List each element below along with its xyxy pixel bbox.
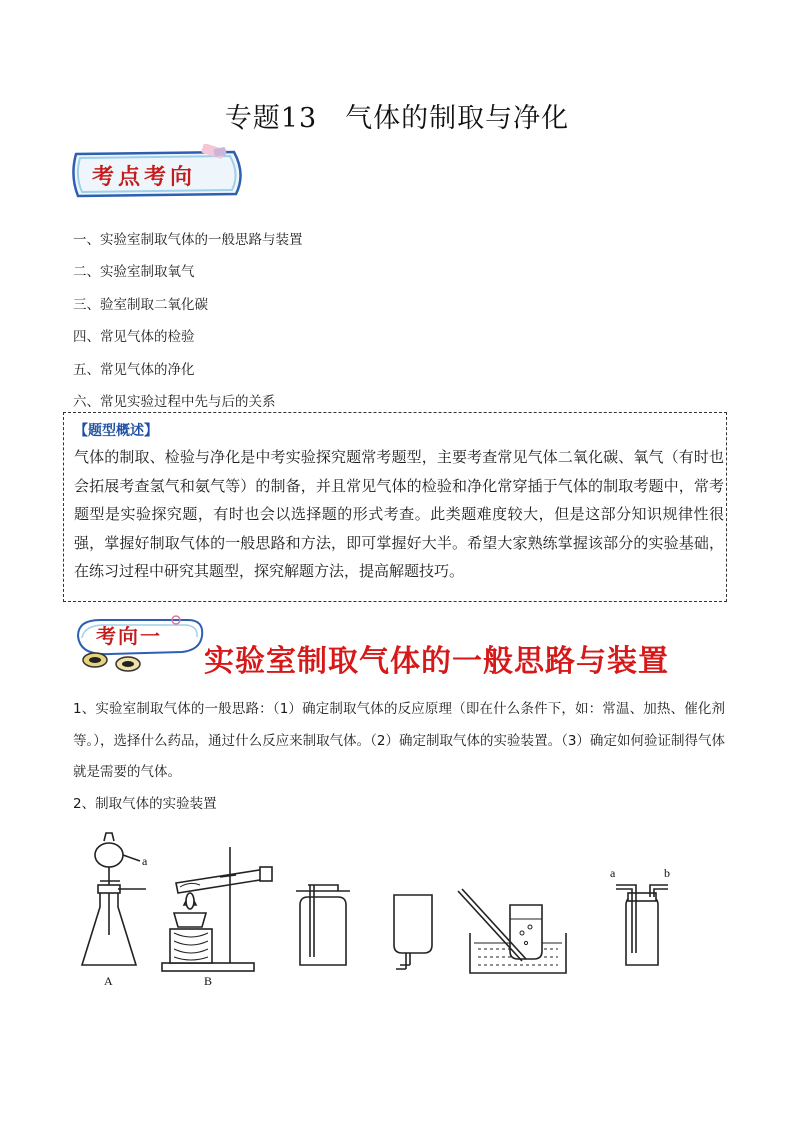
label-a-funnel: a (142, 854, 148, 868)
label-b-bottle: b (664, 866, 670, 880)
label-a-bottle: a (610, 866, 616, 880)
section-heading: 实验室制取气体的一般思路与装置 (204, 644, 669, 679)
page-title: 专题13 气体的制取与净化 (224, 103, 570, 134)
apparatus-b-icon (162, 847, 272, 971)
overview-tag: 【题型概述】 (74, 423, 158, 439)
gas-bottle-upward-icon (296, 885, 350, 965)
apparatus-figure (70, 825, 710, 990)
topic-item: 五、常见气体的净化 (73, 361, 195, 378)
water-trough-icon (458, 889, 566, 973)
apparatus-a-icon (82, 833, 146, 965)
kaoxiang-badge-label: 考向一 (96, 624, 162, 648)
topic-item: 二、实验室制取氧气 (73, 264, 195, 281)
overview-text: 气体的制取、检验与净化是中考实验探究题常考题型，主要考查常见气体二氧化碳、氧气（有时也会拓展考查氢气和氨气等）的制备，并且常见气体的检验和净化常穿插于气体的制取考题中，常考题型是实验探究题，有时也会以选择题的形式考查。此类题难度较大，但是这部分知识规律性很强，掌握好制取气体的一般思路和方法，即可掌握好大半。希望大家熟练掌握该部分的实验基础，在练习过程中研究其题型，探究解题方法，提高解题技巧。 (74, 448, 724, 580)
wash-bottle-icon (616, 885, 668, 965)
topic-item: 一、实验室制取气体的一般思路与装置 (73, 232, 303, 248)
gas-bottle-downward-icon (394, 895, 432, 969)
topic-item: 四、常见气体的检验 (73, 329, 195, 346)
kaodian-badge-label: 考点考向 (92, 165, 197, 190)
topic-item: 六、常见实验过程中先与后的关系 (73, 393, 276, 410)
apparatus-caption: 2、制取气体的实验装置 (73, 796, 217, 812)
label-A: A (104, 974, 113, 988)
topic-list (73, 228, 303, 422)
topic-item: 三、验室制取二氧化碳 (73, 296, 208, 313)
label-B: B (204, 974, 213, 988)
thinking-paragraph: 1、实验室制取气体的一般思路：（1）确定制取气体的反应原理（即在什么条件下，如：常温、加热、催化剂等。），选择什么药品，通过什么反应来制取气体。（2）确定制取气体的实验装置。（3）确定如何验证制得气体就是需要的气体。 (73, 701, 725, 780)
